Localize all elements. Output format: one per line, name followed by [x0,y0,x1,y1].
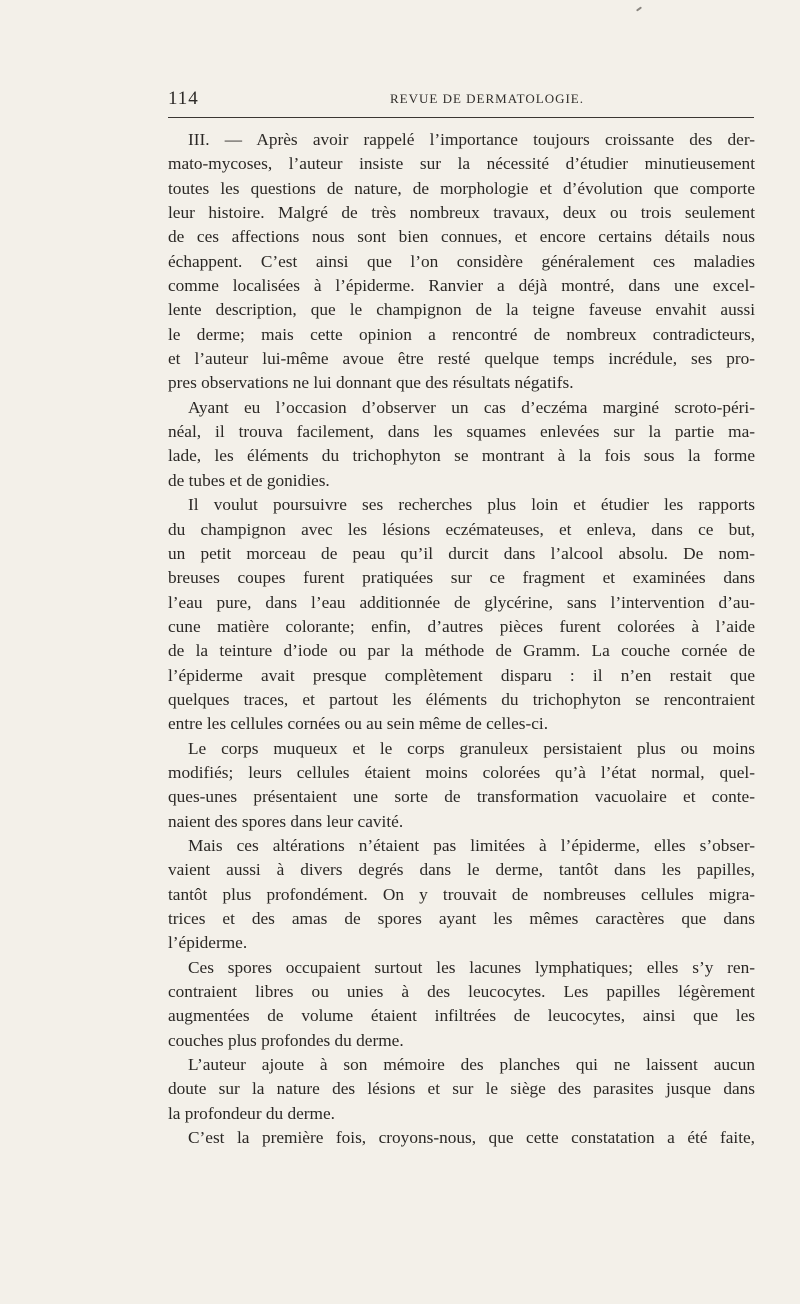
text-line: Mais ces altérations n’étaient pas limitées à l’épiderme, elles s’obser- [188,835,755,855]
running-title: REVUE DE DERMATOLOGIE. [390,91,584,106]
text-line: trices et des amas de spores ayant les mêmes caractères que dans [168,909,755,928]
page-number: 114 [168,88,199,109]
text-line: l’épiderme avait presque complètement disparu : il n’en restait que [168,665,755,685]
text-line: couches plus profondes du derme. [168,1030,404,1050]
paragraph [168,1126,755,1150]
text-line: doute sur la nature des lésions et sur le siège des parasites jusque dans [168,1079,755,1099]
paragraph [168,956,755,1053]
header-rule [168,117,754,118]
text-line: quelques traces, et partout les éléments du trichophyton se rencontraient [168,689,755,709]
paragraph [168,396,755,493]
text-line: Ces spores occupaient surtout les lacunes lymphatiques; elles s’y ren- [188,957,755,977]
text-line: entre les cellules cornées ou au sein même de celles-ci. [168,714,549,734]
text-line: la profondeur du derme. [168,1103,335,1123]
text-line: et l’auteur lui-même avoue être resté quelque temps incrédule, ses pro- [168,349,755,369]
text-line: tantôt plus profondément. On y trouvait de nombreuses cellules migra- [168,884,755,904]
ink-speck [636,6,642,11]
text-line: comme localisées à l’épiderme. Ranvier a déjà montré, dans une excel- [168,276,755,296]
paragraph [168,128,755,396]
text-line: ques-unes présentaient une sorte de transformation vacuolaire et conte- [168,787,755,807]
text-line: lade, les éléments du trichophyton se montrant à la fois sous la forme [168,446,755,466]
text-line: l’eau pure, dans l’eau additionnée de glycérine, sans l’intervention d’au- [168,592,755,612]
body-text [168,128,755,1150]
text-line: vaient aussi à divers degrés dans le derme, tantôt dans les papilles, [168,860,755,880]
text-line: un petit morceau de peau qu’il durcit dans l’alcool absolu. De nom- [168,543,755,563]
text-line: néal, il trouva facilement, dans les squames enlevées sur la partie ma- [168,422,755,442]
paragraph [168,737,755,834]
paragraph [168,1053,755,1126]
paragraph [168,493,755,736]
text-line: mato-mycoses, l’auteur insiste sur la nécessité d’étudier minutieusement [168,154,755,174]
text-line: contraient libres ou unies à des leucocytes. Les papilles légèrement [168,982,755,1002]
text-line: du champignon avec les lésions eczémateuses, et enleva, dans ce but, [168,519,755,539]
text-line: augmentées de volume étaient infiltrées de leucocytes, ainsi que les [168,1006,755,1026]
text-line: toutes les questions de nature, de morphologie et d’évolution que comporte [168,178,755,198]
text-line: leur histoire. Malgré de très nombreux travaux, deux ou trois seulement [168,203,755,223]
text-line: III. — Après avoir rappelé l’importance toujours croissante des der- [188,130,755,149]
paragraph [168,834,755,956]
text-line: de tubes et de gonidies. [168,470,330,490]
running-header [168,88,754,110]
text-line: modifiés; leurs cellules étaient moins colorées qu’à l’état normal, quel- [168,762,755,782]
text-line: lente description, que le champignon de la teigne faveuse envahit aussi [168,300,755,320]
text-line: échappent. C’est ainsi que l’on considère généralement ces maladies [168,251,755,271]
text-line: le derme; mais cette opinion a rencontré de nombreux contradicteurs, [168,324,755,344]
text-line: cune matière colorante; enfin, d’autres pièces furent colorées à l’aide [168,616,755,636]
text-line: Le corps muqueux et le corps granuleux persistaient plus ou moins [188,738,755,758]
text-line: L’auteur ajoute à son mémoire des planches qui ne laissent aucun [188,1055,755,1075]
text-line: breuses coupes furent pratiquées sur ce fragment et examinées dans [168,568,755,588]
text-line: naient des spores dans leur cavité. [168,811,404,831]
text-line: pres observations ne lui donnant que des résultats négatifs. [168,373,574,393]
text-line: de la teinture d’iode ou par la méthode de Gramm. La couche cornée de [168,641,755,661]
text-line: l’épiderme. [168,933,248,953]
text-line: C’est la première fois, croyons-nous, que cette constatation a été faite, [188,1128,755,1148]
text-line: Ayant eu l’occasion d’observer un cas d’eczéma marginé scroto-péri- [188,397,755,417]
text-line: de ces affections nous sont bien connues, et encore certains détails nous [168,227,755,247]
text-line: Il voulut poursuivre ses recherches plus loin et étudier les rapports [188,495,755,515]
